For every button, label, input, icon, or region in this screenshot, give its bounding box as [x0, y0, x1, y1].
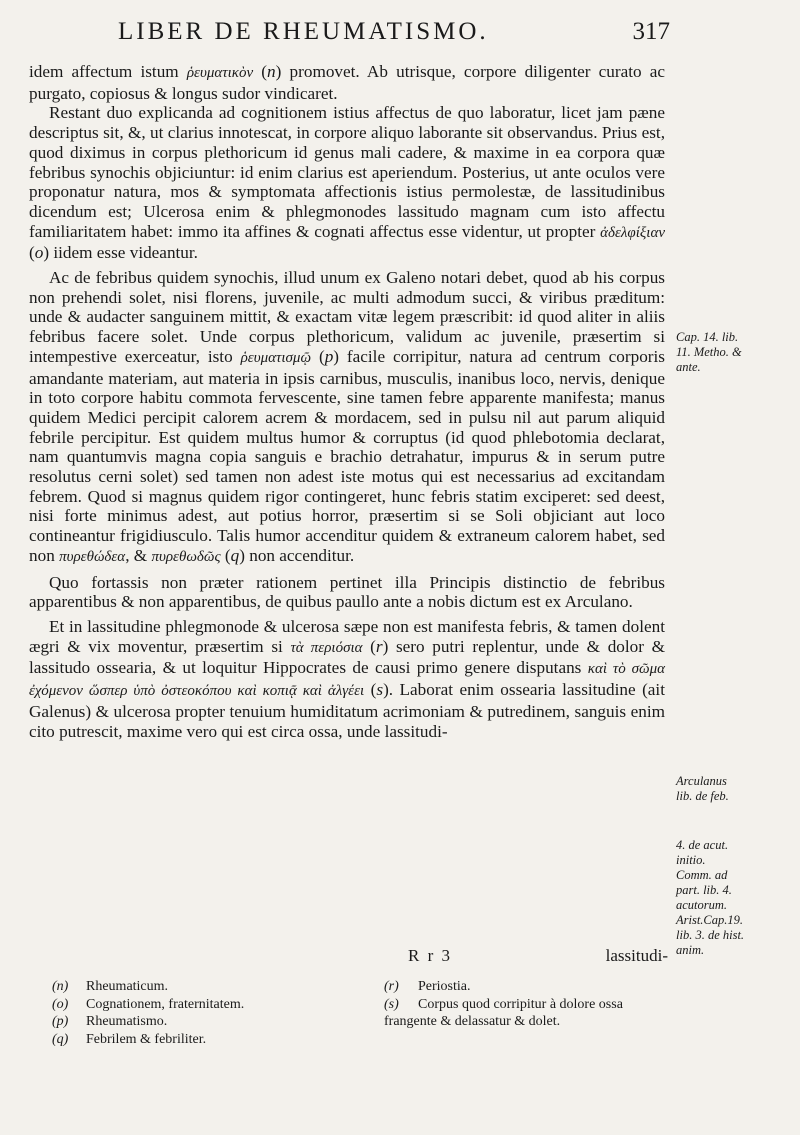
- signature-line: [398, 946, 668, 968]
- greek-term: πυρεθώδεα: [59, 548, 126, 565]
- footnotes-right-column: [384, 978, 674, 1031]
- greek-term: ῥευματικὸν: [186, 65, 254, 81]
- page-number: 317: [632, 18, 670, 45]
- footnote-ref: p: [324, 346, 334, 366]
- signature-mark: R r 3: [408, 946, 452, 965]
- footnote: (r) Periostia.: [384, 979, 471, 994]
- margin-note-hippocrates: 4. de acut. initio. Comm. ad part. lib. 4. acutorum. Arist.Cap.19. lib. 3. de hist. anim.: [676, 838, 745, 957]
- paragraph-2: Restant duo explicanda ad cognitionem istius affectus de quo laboratur, licet jam pæne descriptus sit, &, ut clarius innotescat, in corpore aliquo laborante sit observandus. Prius est, quod diximus in corpus plethoricum id genus mali cadere, & maxime in ea corpora quæ febribus synochis objiciuntur: id enim clarius est aperiendum. Posterius, ut ante oculos vere proponatur natura, mos & symptomata affectionis istius permolestæ, de lassitudinibus dicendum est; Ulcerosa enim & phlegmonodes lassitudo magnam cum isto affectu familiaritatem habet: immo ita affines & cognati affectus esse videntur, ut propter ἀδελφίξιαν (o) iidem esse videantur.: [29, 103, 665, 263]
- footnote-ref: o: [34, 243, 44, 263]
- catchword: lassitudi-: [605, 946, 668, 965]
- paragraph-4: Quo fortassis non præter rationem pertinet illa Principis distinctio de febribus apparentibus & non apparentibus, de quibus paullo ante a nobis dictum est ex Arculano.: [29, 572, 665, 612]
- footnote: (q) Febrilem & febriliter.: [52, 1031, 207, 1047]
- footnotes-left-column: [52, 978, 372, 1048]
- paragraph-3: Ac de febribus quidem synochis, illud unum ex Galeno notari debet, quod ab his corpus non prehendi solet, nisi florens, juvenile, ac multi admodum succi, & viribus præditum: unde & audacter sanguinem mittit, & exactam vitæ legem præscribit: id quod aliter in aliis febribus facere solet. Unde corpus plethoricum, validum ac juvenile, præsertim si intempestive exerceatur, isto ῥευματισμῷ (p) facile corripitur, natura ad centrum corporis amandante materiam, aut materia in ipsis carnibus, musculis, inanibus loco, nervis, denique in toto corpore habitu commota fervescente, sine tamen febre apparente manifesta; manus quidem Medici percipit calorem acrem & mordacem, sed in pulsu nil aut parum aliquid febrile percipitur. Est quidem multus humor & corruptus (id quod phlebotomia declarat, nam quantumvis magna copia sanguis e brachio detrahatur, impurus & in serum putre resolutus cerni solet) sed tamen non adest iste motus qui est necessarius ad excitandam febrem. Quod si magnus quidem rigor contingeret, hunc febris statim exciperet: sed deest, nisi forte minimus adest, aut potius horror, præsertim si se Soli objiciant aut loco contineantur frigidiusculo. Talis humor accenditur quidem & extraneum calorem habet, sed non πυρεθώδεα, & πυρεθωδῶς (q) non accenditur.: [29, 268, 665, 565]
- footnote: (s) Corpus quod corripitur à dolore ossa frangente & delassatur & dolet.: [384, 996, 623, 1029]
- footnote: (p) Rheumatismo.: [52, 1014, 168, 1029]
- running-title: LIBER DE RHEUMATISMO.: [118, 18, 489, 45]
- paragraph-5: Et in lassitudine phlegmonode & ulcerosa sæpe non est manifesta febris, & tamen dolent ægri & vix moventur, præsertim si τὰ περιόσια (r) sero putri replentur, unde & dolor & lassitudo ossearia, & ut loquitur Hippocrates de causi primo genere disputans καὶ τὸ σῶμα ἐχόμενον ὥσπερ ὑπὸ ὀστεοκόπου καὶ κοπιᾷ καὶ ἀλγέει (s). Laborat enim ossearia lassitudine (ait Galenus) & ulcerosa propter tenuium humiditatum acrimoniam & putredinem, sanguis enim cito putrescit, maxime vero qui est circa ossa, unde lassitudi-: [29, 616, 665, 741]
- footnote-ref: q: [230, 545, 240, 565]
- footnote-ref: r: [375, 636, 383, 656]
- greek-term: ἀδελφίξιαν: [600, 224, 665, 241]
- page-header: [110, 18, 670, 52]
- margin-note-arculanus: Arculanus lib. de feb.: [676, 774, 729, 803]
- footnote: (o) Cognationem, fraternitatem.: [52, 996, 245, 1012]
- greek-term: ῥευματισμῷ: [240, 349, 312, 366]
- footnote-ref: n: [267, 62, 276, 81]
- footnote: (n) Rheumaticum.: [52, 979, 169, 994]
- paragraph-1: idem affectum istum ῥευματικὸν (n) promovet. Ab utrisque, corpore diligenter curato ac purgato, copiosus & longus sudor vindicaret.: [29, 62, 665, 103]
- footnote-ref: s: [376, 680, 384, 700]
- main-text: [29, 62, 665, 741]
- greek-term: τὰ περιόσια: [290, 639, 363, 656]
- greek-quote: καὶ τὸ σῶμα ἐχόμενον ὥσπερ ὑπὸ ὀστεοκόπου καὶ κοπιᾷ καὶ ἀλγέει: [29, 661, 665, 700]
- margin-note-galen: Cap. 14. lib. 11. Metho. & ante.: [676, 330, 742, 374]
- greek-term: πυρεθωδῶς: [151, 548, 221, 565]
